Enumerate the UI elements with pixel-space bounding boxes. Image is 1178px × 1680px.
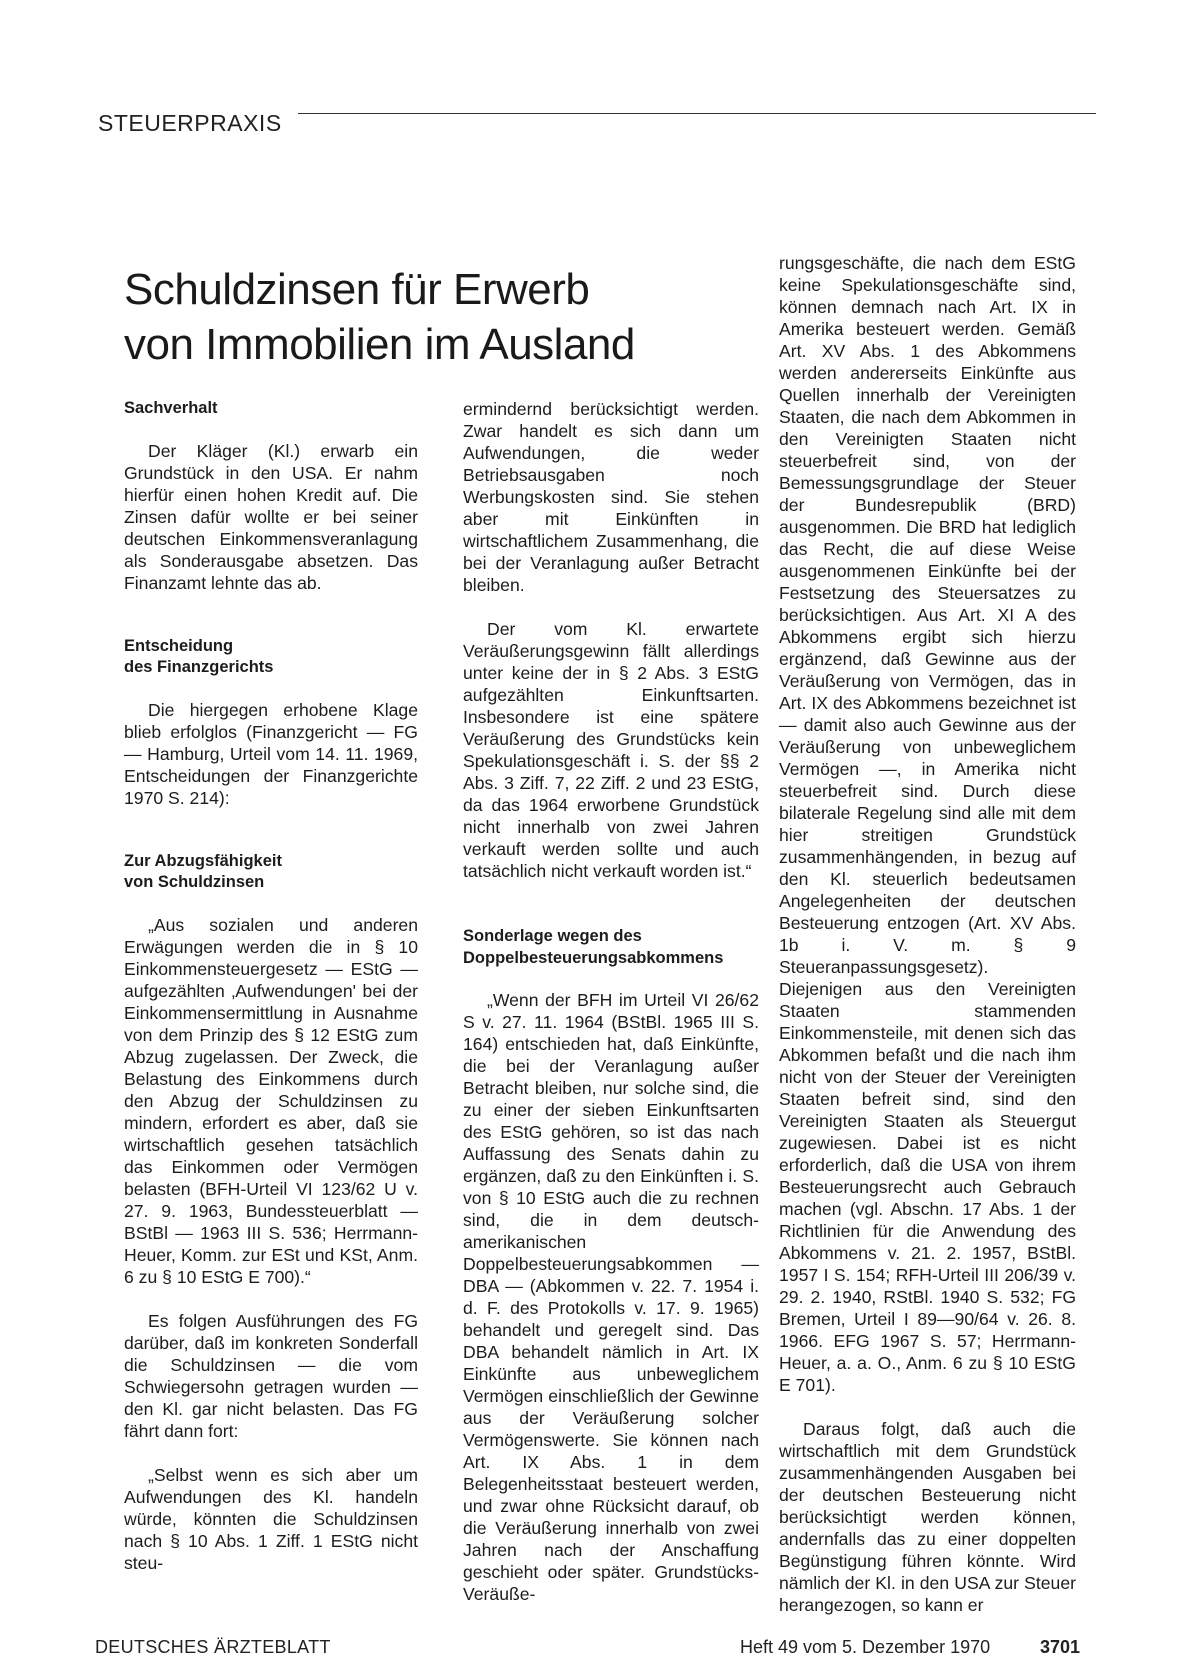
title-line-1: Schuldzinsen für Erwerb (124, 265, 590, 314)
paragraph: Die hiergegen erhobene Klage blieb erfolglos (Finanzgericht — FG — Hamburg, Urteil vom 14. 11. 1969, Entscheidungen der Finanzgerichte 1970 S. 214): (124, 699, 418, 808)
top-rule (298, 113, 1096, 114)
heading-entscheidung-1: Entscheidung (124, 636, 234, 655)
paragraph: Der vom Kl. erwartete Veräußerungsgewinn fällt allerdings unter keine der in § 2 Abs. 3 EStG aufgezählten Einkunftsarten. Insbesondere ist eine spätere Veräußerung des Grundstücks kein Spekulationsgeschäft i. S. der §§ 2 Abs. 3 Ziff. 7, 22 Ziff. 2 und 23 EStG, da das 1964 erworbene Grundstück nicht innerhalb von zwei Jahren verkauft werden sollte und auch tatsächlich nicht verkauft worden ist.“ (463, 619, 759, 881)
footer-issue: Heft 49 vom 5. Dezember 1970 (740, 1637, 991, 1657)
paragraph: ermindernd berücksichtigt werden. Zwar handelt es sich dann um Aufwendungen, die weder Betriebsausgaben noch Werbungskosten sind. Sie stehen aber mit Einkünften in wirtschaftlichem Zusammenhang, die bei der Veranlagung außer Betracht bleiben. (463, 399, 759, 595)
section-label: STEUERPRAXIS (98, 110, 282, 136)
footer-journal: DEUTSCHES ÄRZTEBLATT (95, 1637, 331, 1657)
column-3 (779, 252, 1076, 1616)
heading-abzug-1: Zur Abzugsfähigkeit (124, 851, 282, 870)
heading-sonderlage-1: Sonderlage wegen des (463, 927, 642, 945)
paragraph: rungsgeschäfte, die nach dem EStG keine Spekulationsgeschäfte sind, können demnach nach Art. IX in Amerika besteuert werden. Gemäß Art. XV Abs. 1 des Abkommens werden andererseits Einkünfte aus Quellen innerhalb der Vereinigten Staaten, die nach dem Abkommen in den Vereinigten Staaten nicht steuerbefreit sind, von der Bemessungsgrundlage der Steuer der Bundesrepublik (BRD) ausgenommen. Die BRD hat lediglich das Recht, die auf diese Weise ausgenommenen Einkünfte bei der Festsetzung des Steuersatzes zu berücksichtigen. Aus Art. XI A des Abkommens ergibt sich hierzu ergänzend, daß Gewinne aus der Veräußerung von Vermögen, das in Art. IX des Abkommens bezeichnet ist — damit also auch Gewinne aus der Veräußerung von unbeweglichem Vermögen —, in Amerika nicht steuerbefreit sind. Durch diese bilaterale Regelung sind alle mit dem hier streitigen Grundstück zusammenhängenden, in bezug auf den Kl. steuerlich bedeutsamen Angelegenheiten der deutschen Besteuerung entzogen (Art. XV Abs. 1b i. V. m. § 9 Steueranpassungsgesetz). Diejenigen aus den Vereinigten Staaten stammenden Einkommensteile, mit denen sich das Abkommen befaßt und die nach ihm nicht von der Steuer der Vereinigten Staaten befreit sind, sind den Vereinigten Staaten als Steuergut zugewiesen. Dabei ist es nicht erforderlich, daß die USA von ihrem Besteuerungsrecht auch Gebrauch machen (vgl. Abschn. 17 Abs. 1 der Richtlinien für die Anwendung des Abkommens v. 21. 2. 1957, BStBl. 1957 I S. 154; RFH-Urteil III 206/39 v. 29. 2. 1940, RStBl. 1940 S. 532; FG Bremen, Urteil I 89—90/64 v. 26. 8. 1966. EFG 1967 S. 57; Herrmann-Heuer, a. a. O., Anm. 6 zu § 10 EStG E 701). (779, 253, 1076, 1395)
paragraph: Daraus folgt, daß auch die wirtschaftlich mit dem Grundstück zusammenhängenden Ausgaben bei der deutschen Besteuerung nicht berücksichtigt werden können, andernfalls das zu einer doppelten Begünstigung führen könnte. Wird nämlich der Kl. in den USA zur Steuer herangezogen, so kann er (779, 1419, 1076, 1615)
heading-entscheidung-2: des Finanzgerichts (124, 658, 274, 676)
paragraph: Der Kläger (Kl.) erwarb ein Grundstück in den USA. Er nahm hierfür einen hohen Kredit auf. Die Zinsen dafür wollte er bei seiner deutschen Einkommensveranlagung als Sonderausgabe absetzen. Das Finanzamt lehnte das ab. (124, 440, 418, 593)
heading-sonderlage-2: Doppelbesteuerungsabkommens (463, 948, 724, 967)
column-1 (124, 398, 418, 1574)
paragraph: „Selbst wenn es sich aber um Aufwendungen des Kl. handeln würde, könnten die Schuldzinsen nach § 10 Abs. 1 Ziff. 1 EStG nicht steu- (124, 1464, 418, 1573)
paragraph: Es folgen Ausführungen des FG darüber, daß im konkreten Sonderfall die Schuldzinsen — die vom Schwiegersohn getragen wurden — den Kl. gar nicht belasten. Das FG fährt dann fort: (124, 1310, 418, 1441)
article-title (124, 262, 764, 372)
heading-sachverhalt: Sachverhalt (124, 399, 218, 417)
column-2 (463, 398, 759, 1605)
paragraph: „Aus sozialen und anderen Erwägungen werden die in § 10 Einkommensteuergesetz — EStG — aufgezählten ‚Aufwendungen' bei der Einkommensermittlung in Ausnahme von dem Prinzip des § 12 EStG zum Abzug zugelassen. Der Zweck, die Belastung des Einkommens durch den Abzug der Schuldzinsen zu mindern, erfordert es aber, daß sie wirtschaftlich gesehen tatsächlich das Einkommen oder Vermögen belasten (BFH-Urteil VI 123/62 U v. 27. 9. 1963, Bundessteuerblatt — BStBl — 1963 III S. 536; Herrmann-Heuer, Komm. zur ESt und KSt, Anm. 6 zu § 10 EStG E 700).“ (124, 914, 418, 1287)
page-number: 3701 (1040, 1637, 1081, 1657)
heading-abzug-2: von Schuldzinsen (124, 873, 265, 891)
title-line-2: von Immobilien im Ausland (124, 320, 635, 369)
paragraph: „Wenn der BFH im Urteil VI 26/62 S v. 27. 11. 1964 (BStBl. 1965 III S. 164) entschieden hat, daß Einkünfte, die bei der Veranlagung außer Betracht bleiben, nur solche sind, die zu einer der sieben Einkunftsarten des EStG gehören, so ist das nach Auffassung des Senats dahin zu ergänzen, daß zu den Einkünften i. S. von § 10 EStG auch die zu rechnen sind, die in dem deutsch-amerikanischen Doppelbesteuerungsabkommen — DBA — (Abkommen v. 22. 7. 1954 i. d. F. des Protokolls v. 17. 9. 1965) behandelt und geregelt sind. Das DBA behandelt nämlich in Art. IX Einkünfte aus unbeweglichem Vermögen einschließlich der Gewinne aus der Veräußerung solcher Vermögenswerte. Sie können nach Art. IX Abs. 1 in dem Belegenheitsstaat besteuert werden, und zwar ohne Rücksicht darauf, ob die Veräußerung innerhalb von zwei Jahren nach der Anschaffung geschieht oder später. Grundstücks-Veräuße- (463, 990, 759, 1604)
